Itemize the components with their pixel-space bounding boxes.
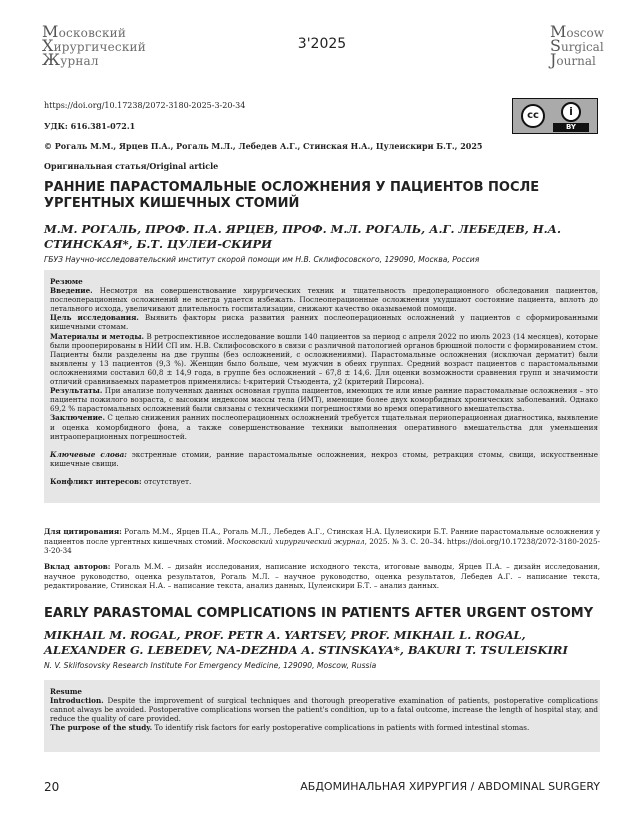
citation-journal: Московский хирургический журнал bbox=[226, 536, 365, 546]
aim-label-ru: Цель исследования. bbox=[50, 313, 139, 323]
citation-tail: , 2025. № 3. С. 20–34. https://doi.org/10.17238/2072-3180-2025-3-20-34 bbox=[44, 536, 600, 556]
journal-logo-en bbox=[550, 22, 620, 72]
conclusion-text-ru: С целью снижения ранних послеоперационных осложнений требуется тщательная периоперационная диагностика, выявление и оценка коморбидного фона, а также совершенствование техники выполнения оперативного вмешательства для уменьшения интраоперационных погрешностей. bbox=[50, 413, 598, 441]
copyright-line: © Рогаль М.М., Ярцев П.А., Рогаль М.Л., Лебедев А.Г., Стинская Н.А., Цулеискири Б.Т., 2025 bbox=[44, 141, 483, 151]
author-contributions bbox=[44, 562, 600, 591]
article-title-en: EARLY PARASTOMAL COMPLICATIONS IN PATIENTS AFTER URGENT OSTOMY bbox=[44, 606, 594, 621]
methods-label-ru: Материалы и методы. bbox=[50, 331, 145, 341]
article-type: Оригинальная статья/Original article bbox=[44, 161, 219, 171]
cc-by-license-badge[interactable] bbox=[512, 98, 598, 134]
cc-icon: cc bbox=[521, 104, 545, 128]
by-label: BY bbox=[553, 123, 589, 132]
conflict-text-ru: отсутствует. bbox=[141, 476, 192, 486]
logo-en-word-3: ournal bbox=[556, 54, 596, 68]
journal-header bbox=[0, 0, 644, 80]
methods-text-ru: В ретроспективное исследование вошли 140 пациентов за период с апреля 2022 по июль 2023 (14 месяцев), которые были прооперированы в НИИ СП им. Н.В. Склифосовского в связи с различной патологией органов брюшной полости с формированием стом. Пациенты были разделены на две группы (без осложнений, с осложнениями). Парастомальные осложнения (исключая дерматит) были выявлены у 13 пациентов (9,3 %). Женщин было больше, чем мужчин в обеих группах. Средний возраст пациентов с парастомальными осложнениями составил 60,8 ± 14,9 года, в группе без осложнений – 67,8 ± 14,6. Для оценки возможности сравнения групп и значимости отличий сравниваемых параметров применялись: t-критерий Стьюдента, χ2 (критерий Пирсона). bbox=[50, 331, 598, 387]
logo-ru-letter-1: М bbox=[42, 22, 59, 41]
doi-link[interactable]: https://doi.org/10.17238/2072-3180-2025-3-20-34 bbox=[44, 101, 246, 110]
logo-en-letter-2: S bbox=[550, 36, 561, 55]
abstract-heading-ru: Резюме bbox=[50, 277, 83, 286]
authors-ru: М.М. РОГАЛЬ, ПРОФ. П.А. ЯРЦЕВ, ПРОФ. М.Л. РОГАЛЬ, А.Г. ЛЕБЕДЕВ, Н.А. СТИНСКАЯ*, Б.Т. ЦУЛЕИ-СКИРИ bbox=[44, 222, 561, 251]
logo-en-letter-3: J bbox=[550, 50, 557, 69]
aim-text-ru: Выявить факторы риска развития ранних послеоперационных осложнений у пациентов с сформированными кишечными стомам. bbox=[50, 313, 598, 332]
keywords-text-ru: экстренные стомии, ранние парастомальные осложнения, некроз стомы, ретракция стомы, свищи, искусственные кишечные свищи. bbox=[50, 449, 599, 468]
affiliation-en: N. V. Sklifosovsky Research Institute For Emergency Medicine, 129090, Moscow, Russia bbox=[44, 661, 377, 670]
logo-ru-word-3: урнал bbox=[60, 54, 99, 68]
logo-ru-word-2: ирургический bbox=[53, 40, 146, 54]
article-title-ru: РАННИЕ ПАРАСТОМАЛЬНЫЕ ОСЛОЖНЕНИЯ У ПАЦИЕНТОВ ПОСЛЕ УРГЕНТНЫХ КИШЕЧНЫХ СТОМИЙ bbox=[44, 180, 540, 211]
citation-label: Для цитирования: bbox=[44, 527, 122, 536]
contrib-label: Вклад авторов: bbox=[44, 562, 111, 571]
intro-text-ru: Несмотря на совершенствование хирургических техник и тщательность предоперационного обследования пациентов, послеоперационных осложнений не всегда удается избежать. Послеоперационные осложнения ухудшают состояние пациента, вплоть до летального исхода, увеличивают длительность госпитализации, снижают качество оказываемой помощи. bbox=[50, 286, 598, 314]
keywords-label-ru: Ключевые слова: bbox=[50, 449, 127, 459]
udk-code: УДК: 616.381-072.1 bbox=[44, 121, 136, 131]
logo-en-word-1: oscow bbox=[566, 26, 604, 40]
section-title: АБДОМИНАЛЬНАЯ ХИРУРГИЯ / ABDOMINAL SURGERY bbox=[300, 780, 600, 793]
conflict-label-ru: Конфликт интересов: bbox=[50, 476, 142, 486]
conclusion-label-ru: Заключение. bbox=[50, 413, 105, 423]
results-text-ru: При анализе полученных данных основная группа пациентов, имеющих те или иные ранние парастомальные осложнения – это пациенты пожилого возраста, с высоким индексом массы тела (ИМТ), имеющие более двух коморбидных хронических заболеваний. Однако 69,2 % парастомальных осложнений были связаны с техническими погрешностями во время оперативного вмешательства. bbox=[50, 386, 598, 414]
abstract-box-en bbox=[44, 680, 600, 752]
abstract-heading-en: Resume bbox=[50, 687, 82, 696]
abstract-box-ru bbox=[44, 270, 600, 503]
contrib-text: Рогаль М.М. – дизайн исследования, написание исходного текста, итоговые выводы, Ярцев П.А. – дизайн исследования, научное руководство, оценка результатов, Рогаль М.Л. – научное руководство, оценка результатов, Лебедев А.Г. – написание текста, редактирование, Стинская Н.А. – написание текста, анализ данных, Цулеискири Б.Т. – анализ данных. bbox=[44, 562, 600, 591]
logo-ru-letter-2: Х bbox=[42, 36, 54, 55]
logo-en-word-2: urgical bbox=[560, 40, 604, 54]
logo-ru-word-1: осковский bbox=[58, 26, 127, 40]
affiliation-ru: ГБУЗ Научно-исследовательский институт скорой помощи им Н.В. Склифосовского, 129090, Москва, Россия bbox=[44, 255, 480, 264]
logo-ru-letter-3: Ж bbox=[42, 50, 61, 69]
results-label-ru: Результаты. bbox=[50, 386, 103, 396]
page-number: 20 bbox=[44, 780, 60, 794]
logo-en-letter-1: M bbox=[550, 22, 567, 41]
intro-text-en: Despite the improvement of surgical techniques and thorough preoperative examination of patients, postoperative complications cannot always be avoided. Postoperative complications worsen the patient's condition, up to a fatal outcome, increase the length of hospital stay, and reduce the quality of care provided. bbox=[50, 696, 598, 724]
attribution-icon: i bbox=[561, 102, 581, 122]
aim-text-en: To identify risk factors for early postoperative complications in patients with formed intestinal stomas. bbox=[152, 723, 530, 733]
aim-label-en: The purpose of the study. bbox=[50, 723, 153, 733]
intro-label-en: Introduction. bbox=[50, 696, 104, 706]
citation-main: Рогаль М.М., Ярцев П.А., Рогаль М.Л., Лебедев А.Г., Стинская Н.А. Цулеискири Б.Т. Ранние парастомальные осложнения у пациентов после ургентных кишечных стомий. bbox=[44, 527, 600, 546]
issue-number: 3'2025 bbox=[297, 36, 347, 52]
intro-label-ru: Введение. bbox=[50, 286, 93, 296]
citation-block bbox=[44, 527, 600, 556]
authors-en: MIKHAIL M. ROGAL, PROF. PETR A. YARTSEV, PROF. MIKHAIL L. ROGAL, ALEXANDER G. LEBEDEV, NA-DEZHDA A. STINSKAYA*, BAKURI T. TSULEISKIRI bbox=[44, 628, 568, 657]
